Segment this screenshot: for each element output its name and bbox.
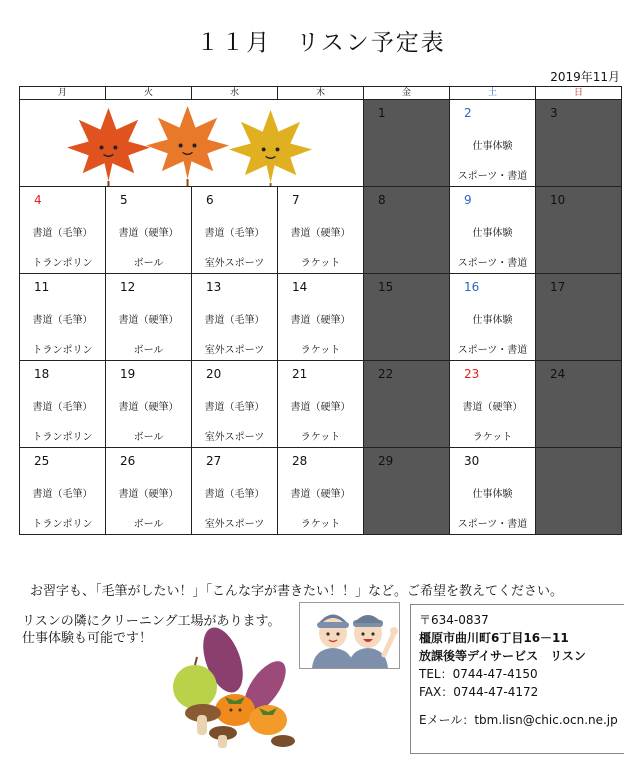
day-number: 4 [34,193,42,207]
day-number: 21 [292,367,308,381]
day-number: 10 [550,193,566,207]
activity-primary: 書道（硬筆） [290,315,351,326]
day-number: 7 [292,193,300,207]
day-number: 20 [206,367,222,381]
day-number: 9 [464,193,472,207]
calendar-day-cell [106,274,192,361]
calendar-day-cell [364,100,450,187]
workers-illustration [299,602,400,669]
activity-secondary: スポーツ・書道 [457,345,528,356]
activity-primary: 書道（毛筆） [32,228,93,239]
activity-primary: 書道（毛筆） [32,402,93,413]
activity-secondary: ボール [133,258,164,269]
activity-secondary: ラケット [472,432,513,443]
activity-primary: 書道（毛筆） [204,228,265,239]
activity-primary: 書道（硬筆） [462,402,523,413]
calendar-day-cell [536,187,622,274]
calendar-day-cell [450,187,536,274]
calendar-day-cell [364,448,450,535]
calendar-day-cell [192,448,278,535]
day-number: 19 [120,367,136,381]
day-number: 1 [378,106,386,120]
weekday-tue: 火 [106,87,192,100]
activity-primary: 書道（硬筆） [290,228,351,239]
calendar-day-cell [278,274,364,361]
day-number: 3 [550,106,558,120]
day-number: 26 [120,454,136,468]
activity-secondary: スポーツ・書道 [457,258,528,269]
day-number: 25 [34,454,50,468]
day-number: 29 [378,454,394,468]
activity-secondary: トランポリン [32,345,93,356]
activity-secondary: トランポリン [32,258,93,269]
calendar-day-cell [20,187,106,274]
calendar-day-cell [192,187,278,274]
day-number: 28 [292,454,308,468]
calendar-day-cell [20,274,106,361]
day-number: 27 [206,454,222,468]
day-number: 17 [550,280,566,294]
work-experience-line-1: リスンの隣にクリーニング工場があります。 [22,614,281,629]
activity-primary: 書道（毛筆） [32,489,93,500]
calendar-day-cell [278,187,364,274]
activity-secondary: 室外スポーツ [204,258,265,269]
autumn-vegetables-illustration [165,625,295,750]
calendar-day-cell [278,448,364,535]
activity-secondary: 室外スポーツ [204,432,265,443]
address: 橿原市曲川町6丁目16－11 [419,631,569,645]
work-experience-line-2: 仕事体験も可能です！ [22,631,153,646]
email-address: Eメール：tbm.lisn@chic.ocn.ne.jp [419,713,618,727]
calendar-day-cell [450,361,536,448]
shodo-request-message: お習字も、「毛筆がしたい！」「こんな字が書きたい！！」など。ご希望を教えてください。 [30,584,564,599]
activity-primary: 書道（毛筆） [204,315,265,326]
day-number: 18 [34,367,50,381]
activity-primary: 書道（硬筆） [118,228,179,239]
activity-secondary: ラケット [300,519,341,530]
weekday-sun: 日 [536,87,622,100]
activity-secondary: ボール [133,519,164,530]
day-number: 11 [34,280,50,294]
day-number: 30 [464,454,480,468]
day-number: 5 [120,193,128,207]
calendar-week-row [20,361,622,448]
activity-secondary: トランポリン [32,432,93,443]
day-number: 16 [464,280,480,294]
contact-box [410,604,624,754]
activity-secondary: ラケット [300,258,341,269]
calendar-day-cell [106,361,192,448]
activity-secondary: ボール [133,432,164,443]
activity-secondary: ラケット [300,345,341,356]
calendar-day-cell [20,361,106,448]
calendar-day-cell [450,100,536,187]
calendar-day-cell [20,448,106,535]
maple-leaves-illustration [20,100,363,186]
activity-primary: 書道（毛筆） [204,402,265,413]
calendar-day-cell [364,187,450,274]
activity-primary: 書道（硬筆） [118,315,179,326]
calendar-week-row [20,187,622,274]
page-title: １１月 リスン予定表 [196,30,446,56]
calendar-day-cell [536,361,622,448]
weekday-header-row [20,87,622,100]
activity-primary: 書道（毛筆） [32,315,93,326]
activity-primary: 仕事体験 [472,141,513,152]
calendar-day-cell [536,448,622,535]
calendar-day-cell [364,274,450,361]
day-number: 15 [378,280,394,294]
day-number: 23 [464,367,480,381]
activity-secondary: スポーツ・書道 [457,171,528,182]
tel-number: TEL：0744-47-4150 [419,667,538,681]
calendar-day-cell [536,274,622,361]
day-number: 24 [550,367,566,381]
calendar-week-row [20,448,622,535]
activity-primary: 書道（硬筆） [118,402,179,413]
activity-primary: 書道（硬筆） [290,489,351,500]
activity-secondary: トランポリン [32,519,93,530]
calendar-day-cell [106,187,192,274]
facility-name: 放課後等デイサービス リスン [419,649,586,663]
fax-number: FAX：0744-47-4172 [419,685,539,699]
calendar-table [19,86,622,535]
activity-primary: 仕事体験 [472,228,513,239]
activity-primary: 書道（毛筆） [204,489,265,500]
weekday-mon: 月 [20,87,106,100]
activity-secondary: ラケット [300,432,341,443]
activity-secondary: スポーツ・書道 [457,519,528,530]
calendar-day-cell [278,361,364,448]
day-number: 22 [378,367,394,381]
calendar-day-cell [450,274,536,361]
day-number: 2 [464,106,472,120]
activity-primary: 仕事体験 [472,489,513,500]
day-number: 13 [206,280,222,294]
calendar-day-cell [536,100,622,187]
maple-leaves-illustration-cell [20,100,364,187]
weekday-thu: 木 [278,87,364,100]
calendar-day-cell [364,361,450,448]
calendar-day-cell [192,274,278,361]
activity-secondary: 室外スポーツ [204,345,265,356]
weekday-fri: 金 [364,87,450,100]
month-label: 2019年11月 [550,70,620,84]
calendar-day-cell [192,361,278,448]
activity-secondary: 室外スポーツ [204,519,265,530]
activity-primary: 書道（硬筆） [118,489,179,500]
day-number: 6 [206,193,214,207]
day-number: 14 [292,280,308,294]
activity-secondary: ボール [133,345,164,356]
calendar-day-cell [106,448,192,535]
activity-primary: 書道（硬筆） [290,402,351,413]
calendar-week-row [20,100,622,187]
calendar-day-cell [450,448,536,535]
weekday-sat: 土 [450,87,536,100]
weekday-wed: 水 [192,87,278,100]
activity-primary: 仕事体験 [472,315,513,326]
postal-code: 〒634-0837 [419,613,489,627]
calendar-week-row [20,274,622,361]
day-number: 12 [120,280,136,294]
day-number: 8 [378,193,386,207]
